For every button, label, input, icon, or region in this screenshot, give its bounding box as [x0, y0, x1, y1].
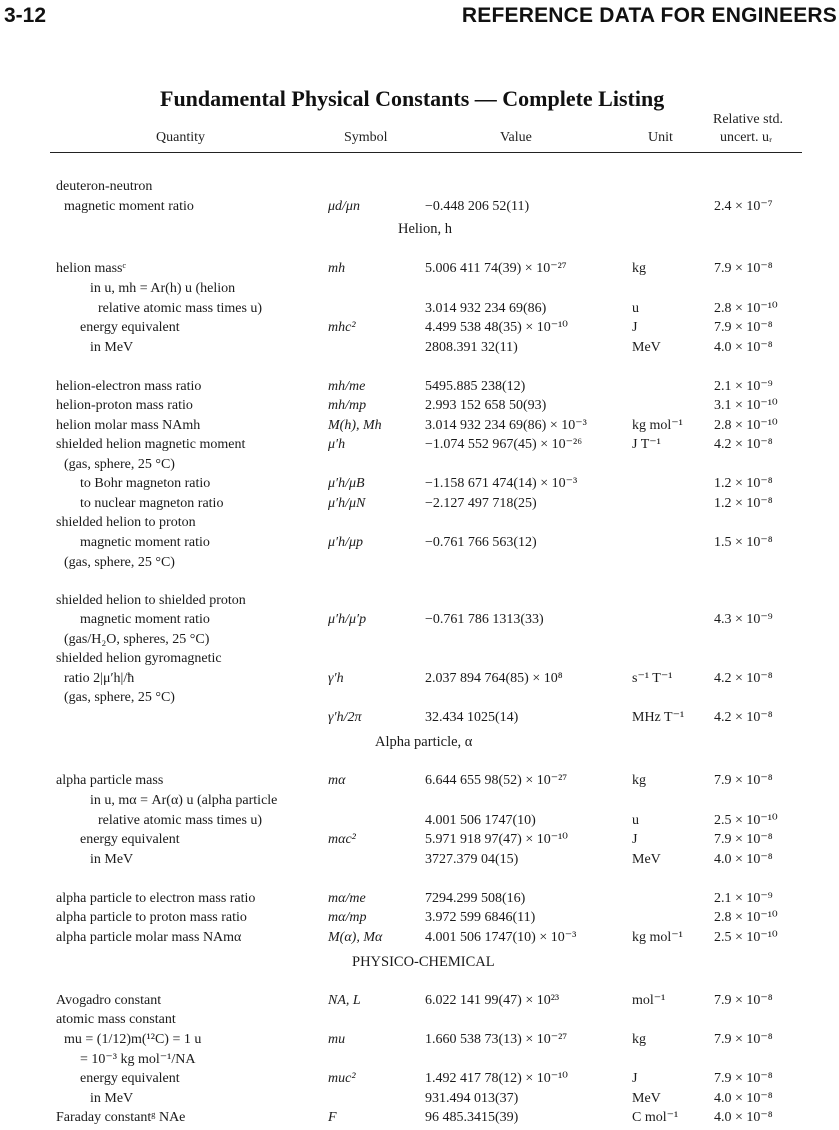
- uncertainty-cell: 7.9 × 10⁻⁸: [714, 773, 773, 788]
- uncertainty-cell: 2.1 × 10⁻⁹: [714, 891, 773, 906]
- quantity-cell: energy equivalent: [80, 1071, 180, 1086]
- quantity-cell: magnetic moment ratio: [80, 535, 210, 550]
- column-header-symbol: Symbol: [344, 130, 388, 145]
- unit-cell: J: [632, 832, 638, 847]
- quantity-cell: (gas, sphere, 25 °C): [64, 555, 175, 570]
- quantity-cell: helion massᶜ: [56, 261, 127, 276]
- unit-cell: u: [632, 813, 639, 828]
- quantity-cell: shielded helion to shielded proton: [56, 593, 246, 608]
- unit-cell: kg mol⁻¹: [632, 930, 683, 945]
- value-cell: 2.037 894 764(85) × 10⁸: [425, 671, 563, 686]
- quantity-cell: alpha particle mass: [56, 773, 164, 788]
- unit-cell: MeV: [632, 1091, 661, 1106]
- value-cell: 3.014 932 234 69(86) × 10⁻³: [425, 418, 587, 433]
- unit-cell: kg: [632, 773, 646, 788]
- quantity-cell: deuteron-neutron: [56, 179, 153, 194]
- table-row: [0, 338, 839, 357]
- unit-cell: mol⁻¹: [632, 993, 666, 1008]
- table-row: [0, 830, 839, 849]
- quantity-cell: alpha particle to proton mass ratio: [56, 910, 247, 925]
- value-cell: 7294.299 508(16): [425, 891, 526, 906]
- uncertainty-cell: 4.2 × 10⁻⁸: [714, 437, 773, 452]
- value-cell: −2.127 497 718(25): [425, 496, 537, 511]
- header-rule: [50, 152, 802, 153]
- uncertainty-cell: 4.0 × 10⁻⁸: [714, 1110, 773, 1125]
- table-row: [0, 494, 839, 513]
- quantity-cell: helion-electron mass ratio: [56, 379, 202, 394]
- quantity-cell: shielded helion gyromagnetic: [56, 651, 222, 666]
- table-row: [0, 177, 839, 196]
- symbol-cell: mhc²: [328, 320, 356, 335]
- table-row: [0, 1050, 839, 1069]
- quantity-cell: in MeV: [90, 1091, 134, 1106]
- table-row: [0, 630, 839, 649]
- table-row: [0, 1089, 839, 1108]
- uncertainty-cell: 1.2 × 10⁻⁸: [714, 476, 773, 491]
- table-row: [0, 474, 839, 493]
- value-cell: −0.761 786 1313(33): [425, 612, 544, 627]
- table-row: [0, 791, 839, 810]
- table-row: [0, 688, 839, 707]
- value-cell: −1.074 552 967(45) × 10⁻²⁶: [425, 437, 583, 452]
- uncertainty-cell: 4.2 × 10⁻⁸: [714, 671, 773, 686]
- quantity-cell: in MeV: [90, 852, 134, 867]
- quantity-cell: alpha particle molar mass NAmα: [56, 930, 242, 945]
- table-row: [0, 416, 839, 435]
- uncertainty-cell: 2.8 × 10⁻¹⁰: [714, 301, 778, 316]
- value-cell: 5.971 918 97(47) × 10⁻¹⁰: [425, 832, 568, 847]
- uncertainty-cell: 7.9 × 10⁻⁸: [714, 320, 773, 335]
- quantity-cell: helion-proton mass ratio: [56, 398, 193, 413]
- table-row: [0, 771, 839, 790]
- table-row: [0, 928, 839, 947]
- table-row: [0, 513, 839, 532]
- table-row: [0, 649, 839, 668]
- value-cell: 1.660 538 73(13) × 10⁻²⁷: [425, 1032, 568, 1047]
- uncertainty-cell: 4.0 × 10⁻⁸: [714, 852, 773, 867]
- value-cell: 96 485.3415(39): [425, 1110, 519, 1125]
- uncertainty-cell: 2.1 × 10⁻⁹: [714, 379, 773, 394]
- value-cell: 3.014 932 234 69(86): [425, 301, 547, 316]
- table-title: Fundamental Physical Constants — Complete Listing: [160, 86, 665, 111]
- uncertainty-cell: 2.8 × 10⁻¹⁰: [714, 910, 778, 925]
- quantity-cell: = 10⁻³ kg mol⁻¹/NA: [80, 1052, 196, 1067]
- column-header-uncert-line2: uncert. uᵣ: [720, 130, 773, 145]
- symbol-cell: M(α), Mα: [328, 930, 383, 945]
- value-cell: 4.001 506 1747(10): [425, 813, 536, 828]
- quantity-cell: shielded helion to proton: [56, 515, 196, 530]
- uncertainty-cell: 2.8 × 10⁻¹⁰: [714, 418, 778, 433]
- value-cell: 32.434 1025(14): [425, 710, 519, 725]
- symbol-cell: μ′h/μB: [328, 476, 365, 491]
- uncertainty-cell: 2.5 × 10⁻¹⁰: [714, 813, 778, 828]
- symbol-cell: μd/μn: [328, 199, 360, 214]
- table-row: [0, 299, 839, 318]
- table-row: [0, 1108, 839, 1127]
- quantity-cell: Avogadro constant: [56, 993, 162, 1008]
- quantity-cell: helion molar mass NAmh: [56, 418, 201, 433]
- uncertainty-cell: 7.9 × 10⁻⁸: [714, 261, 773, 276]
- table-row: [0, 533, 839, 552]
- value-cell: 4.499 538 48(35) × 10⁻¹⁰: [425, 320, 568, 335]
- value-cell: 6.644 655 98(52) × 10⁻²⁷: [425, 773, 568, 788]
- quantity-cell: in u, mh = Ar(h) u (helion: [90, 281, 236, 296]
- unit-cell: kg mol⁻¹: [632, 418, 683, 433]
- table-row: [0, 991, 839, 1010]
- symbol-cell: M(h), Mh: [328, 418, 382, 433]
- uncertainty-cell: 4.0 × 10⁻⁸: [714, 1091, 773, 1106]
- table-row: [0, 811, 839, 830]
- unit-cell: MeV: [632, 340, 661, 355]
- table-row: [0, 591, 839, 610]
- column-header-quantity: Quantity: [156, 130, 205, 145]
- quantity-cell: (gas, sphere, 25 °C): [64, 457, 175, 472]
- uncertainty-cell: 1.5 × 10⁻⁸: [714, 535, 773, 550]
- value-cell: 2.993 152 658 50(93): [425, 398, 547, 413]
- symbol-cell: μ′h/μp: [328, 535, 364, 550]
- page-number: 3-12: [4, 4, 47, 27]
- quantity-cell: relative atomic mass times u): [98, 813, 263, 828]
- table-row: [0, 435, 839, 454]
- symbol-cell: μ′h/μ′p: [328, 612, 367, 627]
- uncertainty-cell: 3.1 × 10⁻¹⁰: [714, 398, 778, 413]
- symbol-cell: muc²: [328, 1071, 356, 1086]
- table-row: [0, 610, 839, 629]
- table-row: [0, 553, 839, 572]
- column-header-value: Value: [500, 130, 532, 145]
- value-cell: −1.158 671 474(14) × 10⁻³: [425, 476, 578, 491]
- table-row: [0, 1030, 839, 1049]
- quantity-cell: shielded helion magnetic moment: [56, 437, 246, 452]
- table-row: [0, 259, 839, 278]
- table-row: [0, 318, 839, 337]
- table-row: [0, 850, 839, 869]
- table-row: [0, 197, 839, 216]
- value-cell: −0.448 206 52(11): [425, 199, 530, 214]
- symbol-cell: γ′h: [328, 671, 344, 686]
- table-row: [0, 396, 839, 415]
- unit-cell: C mol⁻¹: [632, 1110, 679, 1125]
- uncertainty-cell: 2.4 × 10⁻⁷: [714, 199, 773, 214]
- unit-cell: MeV: [632, 852, 661, 867]
- section-heading-helion: Helion, h: [398, 221, 452, 237]
- column-header-uncert-line1: Relative std.: [713, 112, 783, 127]
- symbol-cell: NA, L: [328, 993, 361, 1008]
- quantity-cell: (gas, sphere, 25 °C): [64, 690, 175, 705]
- value-cell: 3727.379 04(15): [425, 852, 519, 867]
- table-row: [0, 708, 839, 727]
- column-header-unit: Unit: [648, 130, 673, 145]
- quantity-cell: magnetic moment ratio: [64, 199, 194, 214]
- quantity-cell: to Bohr magneton ratio: [80, 476, 211, 491]
- uncertainty-cell: 4.2 × 10⁻⁸: [714, 710, 773, 725]
- quantity-cell: ratio 2|μ′h|/ħ: [64, 671, 135, 686]
- quantity-cell: in u, mα = Ar(α) u (alpha particle: [90, 793, 278, 808]
- quantity-cell: relative atomic mass times u): [98, 301, 263, 316]
- uncertainty-cell: 2.5 × 10⁻¹⁰: [714, 930, 778, 945]
- value-cell: 3.972 599 6846(11): [425, 910, 536, 925]
- table-row: [0, 279, 839, 298]
- quantity-cell: atomic mass constant: [56, 1012, 176, 1027]
- quantity-cell: energy equivalent: [80, 320, 180, 335]
- uncertainty-cell: 4.3 × 10⁻⁹: [714, 612, 773, 627]
- unit-cell: J T⁻¹: [632, 437, 661, 452]
- symbol-cell: μ′h: [328, 437, 346, 452]
- value-cell: 4.001 506 1747(10) × 10⁻³: [425, 930, 577, 945]
- value-cell: 6.022 141 99(47) × 10²³: [425, 993, 560, 1008]
- symbol-cell: mh: [328, 261, 346, 276]
- symbol-cell: γ′h/2π: [328, 710, 362, 725]
- table-row: [0, 1069, 839, 1088]
- table-row: [0, 908, 839, 927]
- unit-cell: u: [632, 301, 639, 316]
- unit-cell: s⁻¹ T⁻¹: [632, 671, 673, 686]
- symbol-cell: mα/mp: [328, 910, 367, 925]
- quantity-cell: in MeV: [90, 340, 134, 355]
- quantity-cell: Faraday constantᵍ NAe: [56, 1110, 186, 1125]
- unit-cell: J: [632, 320, 638, 335]
- quantity-cell: mu = (1/12)m(¹²C) = 1 u: [64, 1032, 202, 1047]
- table-row: [0, 889, 839, 908]
- table-row: [0, 455, 839, 474]
- table-row: [0, 669, 839, 688]
- value-cell: 931.494 013(37): [425, 1091, 519, 1106]
- table-row: [0, 1010, 839, 1029]
- quantity-cell: to nuclear magneton ratio: [80, 496, 224, 511]
- symbol-cell: mα: [328, 773, 346, 788]
- symbol-cell: F: [328, 1110, 337, 1125]
- uncertainty-cell: 7.9 × 10⁻⁸: [714, 1032, 773, 1047]
- uncertainty-cell: 1.2 × 10⁻⁸: [714, 496, 773, 511]
- uncertainty-cell: 7.9 × 10⁻⁸: [714, 832, 773, 847]
- unit-cell: J: [632, 1071, 638, 1086]
- uncertainty-cell: 4.0 × 10⁻⁸: [714, 340, 773, 355]
- quantity-cell: (gas/H₂O, spheres, 25 °C): [64, 632, 210, 647]
- symbol-cell: μ′h/μN: [328, 496, 366, 511]
- value-cell: 2808.391 32(11): [425, 340, 518, 355]
- symbol-cell: mα/me: [328, 891, 366, 906]
- quantity-cell: energy equivalent: [80, 832, 180, 847]
- symbol-cell: mh/mp: [328, 398, 367, 413]
- symbol-cell: mh/me: [328, 379, 366, 394]
- unit-cell: kg: [632, 1032, 646, 1047]
- section-heading-physico-chemical: PHYSICO-CHEMICAL: [352, 954, 495, 970]
- table-row: [0, 377, 839, 396]
- running-title: REFERENCE DATA FOR ENGINEERS: [461, 4, 837, 27]
- unit-cell: MHz T⁻¹: [632, 710, 685, 725]
- page-header: [0, 4, 839, 34]
- symbol-cell: mαc²: [328, 832, 356, 847]
- uncertainty-cell: 7.9 × 10⁻⁸: [714, 1071, 773, 1086]
- symbol-cell: mu: [328, 1032, 346, 1047]
- value-cell: −0.761 766 563(12): [425, 535, 537, 550]
- unit-cell: kg: [632, 261, 646, 276]
- value-cell: 5.006 411 74(39) × 10⁻²⁷: [425, 261, 567, 276]
- uncertainty-cell: 7.9 × 10⁻⁸: [714, 993, 773, 1008]
- value-cell: 5495.885 238(12): [425, 379, 526, 394]
- quantity-cell: magnetic moment ratio: [80, 612, 210, 627]
- quantity-cell: alpha particle to electron mass ratio: [56, 891, 256, 906]
- value-cell: 1.492 417 78(12) × 10⁻¹⁰: [425, 1071, 568, 1086]
- section-heading-alpha: Alpha particle, α: [375, 734, 473, 750]
